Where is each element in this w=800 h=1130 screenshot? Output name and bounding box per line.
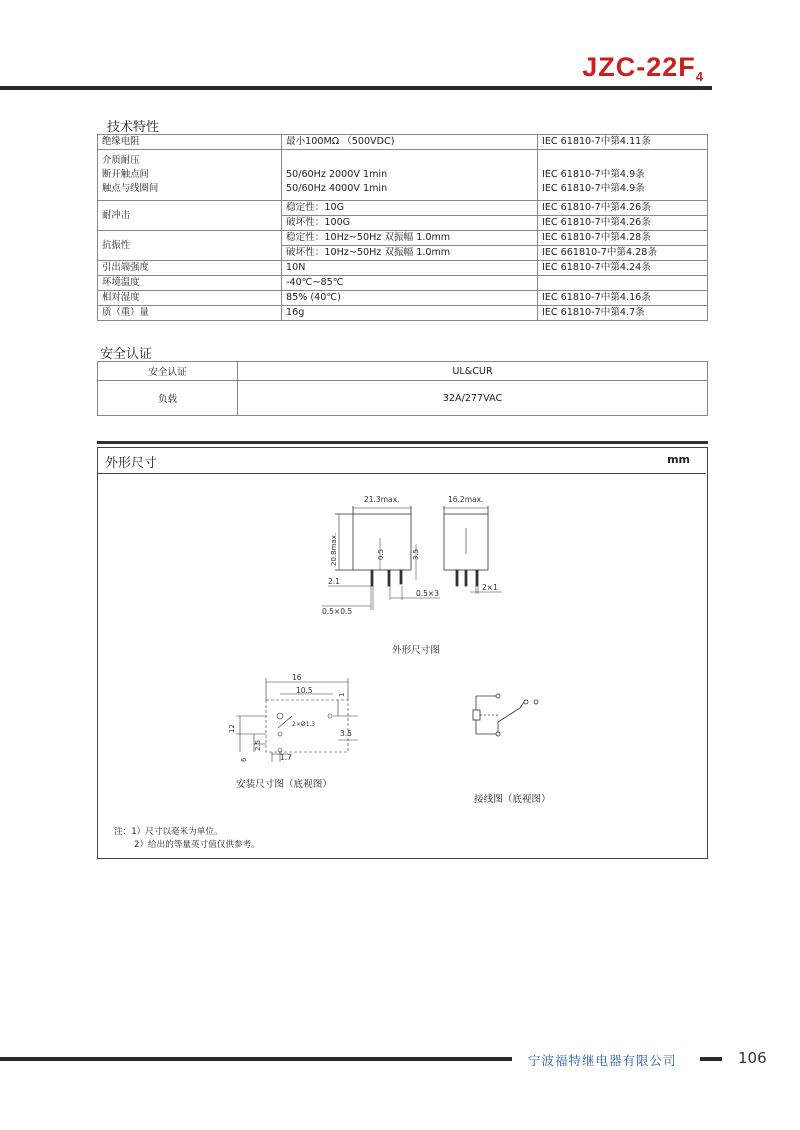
table-row bbox=[98, 150, 708, 201]
outline-drawing bbox=[310, 488, 530, 618]
spec-param: 环境温度 bbox=[98, 276, 282, 291]
table-row bbox=[98, 276, 708, 291]
note-item: 注：1）尺寸以毫米为单位。 bbox=[114, 827, 223, 837]
spec-standard: IEC 61810-7中第4.16条 bbox=[538, 291, 708, 306]
table-row bbox=[98, 306, 708, 321]
spec-param: 抗振性 bbox=[98, 231, 282, 261]
dim-width-front: 21.3max. bbox=[364, 495, 400, 504]
footer-rule bbox=[0, 1057, 512, 1061]
dim-1: 1 bbox=[338, 692, 346, 697]
spec-standard: IEC 61810-7中第4.28条 bbox=[538, 231, 708, 246]
spec-value: 稳定性：10G bbox=[282, 201, 538, 216]
wiring-caption: 接线图（底视图） bbox=[474, 794, 551, 805]
spec-standard bbox=[538, 276, 708, 291]
outline-caption: 外形尺寸图 bbox=[392, 645, 440, 656]
mounting-drawing bbox=[218, 670, 368, 770]
table-row bbox=[98, 291, 708, 306]
dim-width-side: 16.2max. bbox=[448, 495, 484, 504]
dim-17: 1.7 bbox=[280, 753, 292, 762]
dim-2x1: 2×1 bbox=[482, 583, 498, 592]
spec-standard: IEC 61810-7中第4.11条 bbox=[538, 135, 708, 150]
table-row bbox=[98, 231, 708, 246]
dim-105: 10.5 bbox=[296, 686, 313, 695]
spec-value: 破坏性：100G bbox=[282, 216, 538, 231]
spec-standard: IEC 661810-7中第4.28条 bbox=[538, 246, 708, 261]
spec-param: 绝缘电阻 bbox=[98, 135, 282, 150]
page-number: 106 bbox=[738, 1049, 767, 1067]
header-rule bbox=[0, 86, 712, 90]
dim-35: 3.5 bbox=[412, 548, 420, 560]
table-row bbox=[98, 261, 708, 276]
dim-6: 6 bbox=[240, 757, 248, 762]
cert-value: 32A/277VAC bbox=[238, 381, 708, 416]
model-title: JZC-$22F_4$ bbox=[582, 52, 704, 84]
spec-value: 10N bbox=[282, 261, 538, 276]
spec-value: 16g bbox=[282, 306, 538, 321]
dim-hole: 2×Ø1.3 bbox=[292, 721, 316, 728]
cert-label: 负载 bbox=[98, 381, 238, 416]
table-row bbox=[98, 362, 708, 381]
spec-param: 相对湿度 bbox=[98, 291, 282, 306]
wiring-diagram bbox=[466, 690, 546, 740]
spec-table bbox=[97, 134, 708, 321]
dimension-panel-header bbox=[97, 447, 706, 474]
note-item: 2）给出的等量英寸值仅供参考。 bbox=[134, 840, 260, 850]
cert-value: UL&CUR bbox=[238, 362, 708, 381]
dim-05: 0.5 bbox=[377, 548, 385, 560]
dim-12: 12 bbox=[228, 724, 236, 733]
section-rule bbox=[97, 441, 708, 444]
dim-height: 20.8max. bbox=[330, 532, 338, 566]
mount-caption: 安装尺寸图（底视图） bbox=[236, 779, 332, 790]
table-row bbox=[98, 381, 708, 416]
dim-05x05: 0.5×0.5 bbox=[322, 607, 353, 616]
footer-dash bbox=[700, 1057, 722, 1061]
spec-standard: IEC 61810-7中第4.7条 bbox=[538, 306, 708, 321]
dim-16: 16 bbox=[292, 673, 302, 682]
cert-table bbox=[97, 361, 708, 416]
cert-label: 安全认证 bbox=[98, 362, 238, 381]
dim-35-mount: 3.5 bbox=[340, 729, 352, 738]
spec-standard: IEC 61810-7中第4.9条 IEC 61810-7中第4.9条 bbox=[538, 150, 708, 201]
spec-standard: IEC 61810-7中第4.26条 bbox=[538, 201, 708, 216]
dim-05x3: 0.5×3 bbox=[416, 589, 439, 598]
spec-param: 引出端强度 bbox=[98, 261, 282, 276]
table-row bbox=[98, 135, 708, 150]
notes bbox=[114, 826, 260, 852]
dimension-title: 外形尺寸 bbox=[105, 456, 158, 471]
spec-value: 85% (40℃) bbox=[282, 291, 538, 306]
dim-21: 2.1 bbox=[328, 577, 340, 586]
spec-param: 质（重）量 bbox=[98, 306, 282, 321]
spec-param: 介质耐压 断开触点间 触点与线圈间 bbox=[98, 150, 282, 201]
company-name: 宁波福特继电器有限公司 bbox=[528, 1053, 677, 1068]
spec-value: 稳定性：10Hz~50Hz 双振幅 1.0mm bbox=[282, 231, 538, 246]
spec-param: 耐冲击 bbox=[98, 201, 282, 231]
tech-section-title: 技术特性 bbox=[107, 120, 160, 135]
spec-standard: IEC 61810-7中第4.24条 bbox=[538, 261, 708, 276]
spec-value: 破坏性：10Hz~50Hz 双振幅 1.0mm bbox=[282, 246, 538, 261]
spec-value: -40℃~85℃ bbox=[282, 276, 538, 291]
spec-value: 50/60Hz 2000V 1min 50/60Hz 4000V 1min bbox=[282, 150, 538, 201]
table-row bbox=[98, 201, 708, 216]
unit-label: mm bbox=[667, 453, 690, 466]
dim-25: 2.5 bbox=[254, 739, 262, 751]
spec-value: 最小100MΩ （500VDC) bbox=[282, 135, 538, 150]
cert-section-title: 安全认证 bbox=[100, 347, 153, 362]
spec-standard: IEC 61810-7中第4.26条 bbox=[538, 216, 708, 231]
